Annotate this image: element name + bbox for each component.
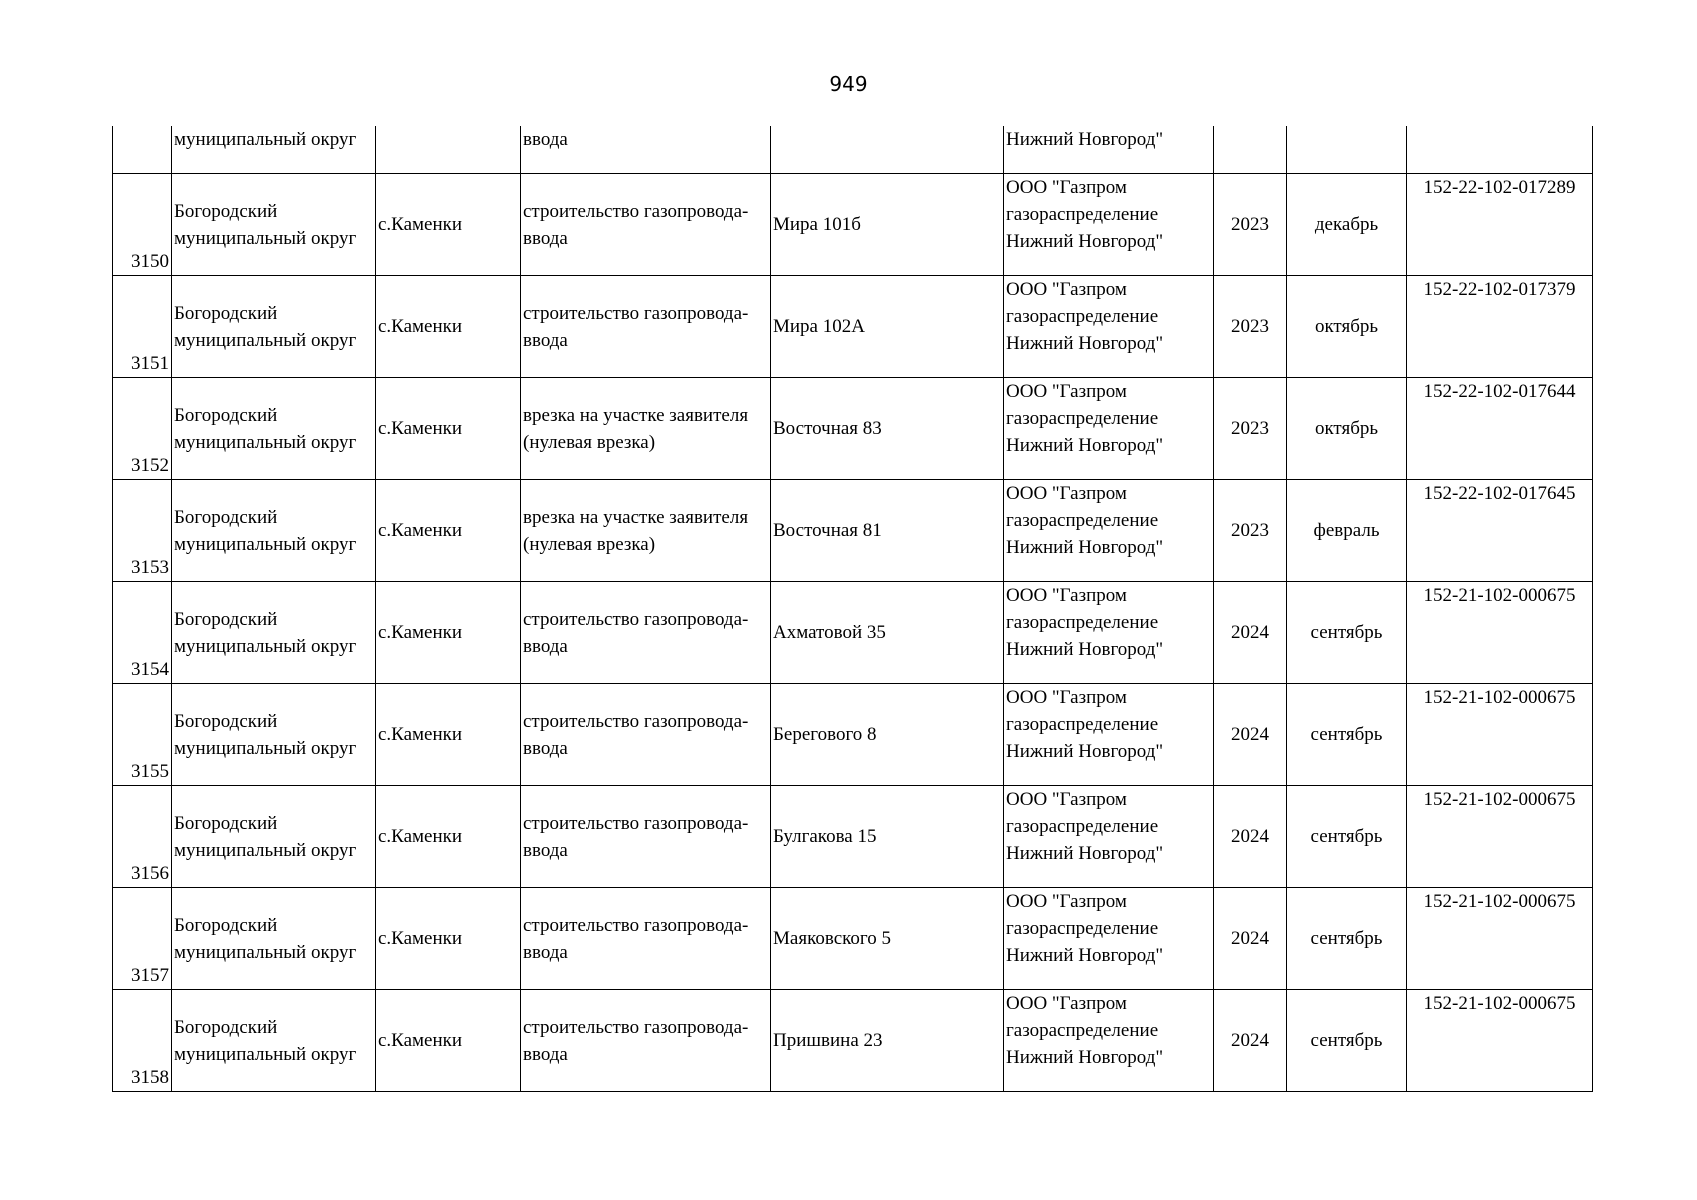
cell-year: 2023 [1214,174,1287,276]
cell-month: октябрь [1287,276,1407,378]
cell-district: Богородский муниципальный округ [172,684,376,786]
cell-permit: 152-21-102-000675 [1407,888,1593,990]
cell-num: 3155 [113,684,172,786]
cell-district: муниципальный округ [172,126,376,174]
table-row [113,684,1593,786]
cell-year: 2023 [1214,480,1287,582]
cell-work: ввода [521,126,771,174]
cell-permit: 152-22-102-017645 [1407,480,1593,582]
cell-company: ООО "Газпром газораспределение Нижний Новгород" [1004,174,1214,276]
cell-address: Ахматовой 35 [771,582,1004,684]
table-row [113,480,1593,582]
cell-permit [1407,126,1593,174]
table-row [113,582,1593,684]
cell-district: Богородский муниципальный округ [172,888,376,990]
cell-address: Берегового 8 [771,684,1004,786]
continuation-row [113,126,1593,174]
cell-month: февраль [1287,480,1407,582]
cell-address: Булгакова 15 [771,786,1004,888]
cell-permit: 152-21-102-000675 [1407,990,1593,1092]
cell-company: ООО "Газпром газораспределение Нижний Новгород" [1004,480,1214,582]
cell-address: Мира 102А [771,276,1004,378]
cell-settlement: с.Каменки [376,888,521,990]
cell-company: ООО "Газпром газораспределение Нижний Новгород" [1004,684,1214,786]
cell-company: ООО "Газпром газораспределение Нижний Новгород" [1004,582,1214,684]
cell-num: 3156 [113,786,172,888]
page-number: 949 [829,72,868,96]
cell-permit: 152-22-102-017289 [1407,174,1593,276]
cell-year: 2024 [1214,786,1287,888]
cell-settlement: с.Каменки [376,786,521,888]
cell-work: строительство газопровода-ввода [521,684,771,786]
cell-month: сентябрь [1287,888,1407,990]
table-row [113,990,1593,1092]
cell-district: Богородский муниципальный округ [172,276,376,378]
cell-settlement [376,126,521,174]
cell-settlement: с.Каменки [376,684,521,786]
cell-year: 2024 [1214,684,1287,786]
cell-num: 3157 [113,888,172,990]
table-row [113,276,1593,378]
cell-company: Нижний Новгород" [1004,126,1214,174]
table-row [113,888,1593,990]
cell-month: сентябрь [1287,582,1407,684]
cell-num: 3158 [113,990,172,1092]
cell-year: 2024 [1214,888,1287,990]
cell-year: 2024 [1214,990,1287,1092]
cell-work: строительство газопровода-ввода [521,990,771,1092]
cell-settlement: с.Каменки [376,480,521,582]
cell-month: октябрь [1287,378,1407,480]
cell-permit: 152-22-102-017379 [1407,276,1593,378]
cell-month: сентябрь [1287,990,1407,1092]
cell-num: 3152 [113,378,172,480]
cell-num: 3153 [113,480,172,582]
cell-address: Восточная 83 [771,378,1004,480]
cell-address: Восточная 81 [771,480,1004,582]
cell-permit: 152-21-102-000675 [1407,684,1593,786]
cell-company: ООО "Газпром газораспределение Нижний Новгород" [1004,786,1214,888]
cell-work: строительство газопровода-ввода [521,888,771,990]
cell-year: 2023 [1214,276,1287,378]
cell-year: 2023 [1214,378,1287,480]
cell-settlement: с.Каменки [376,990,521,1092]
cell-month: сентябрь [1287,786,1407,888]
table-row [113,378,1593,480]
cell-month: сентябрь [1287,684,1407,786]
cell-permit: 152-21-102-000675 [1407,582,1593,684]
cell-num: 3151 [113,276,172,378]
cell-permit: 152-21-102-000675 [1407,786,1593,888]
gas-connection-table [112,126,1593,1092]
cell-work: строительство газопровода-ввода [521,276,771,378]
cell-work: строительство газопровода-ввода [521,786,771,888]
cell-work: строительство газопровода-ввода [521,174,771,276]
cell-district: Богородский муниципальный округ [172,174,376,276]
cell-district: Богородский муниципальный округ [172,378,376,480]
cell-company: ООО "Газпром газораспределение Нижний Новгород" [1004,888,1214,990]
cell-work: врезка на участке заявителя (нулевая врезка) [521,480,771,582]
cell-address: Маяковского 5 [771,888,1004,990]
cell-company: ООО "Газпром газораспределение Нижний Новгород" [1004,378,1214,480]
cell-permit: 152-22-102-017644 [1407,378,1593,480]
cell-num [113,126,172,174]
cell-address: Мира 101б [771,174,1004,276]
cell-work: врезка на участке заявителя (нулевая врезка) [521,378,771,480]
cell-settlement: с.Каменки [376,276,521,378]
cell-year: 2024 [1214,582,1287,684]
cell-district: Богородский муниципальный округ [172,480,376,582]
cell-settlement: с.Каменки [376,582,521,684]
cell-num: 3154 [113,582,172,684]
cell-year [1214,126,1287,174]
table-row [113,786,1593,888]
table-row [113,174,1593,276]
cell-company: ООО "Газпром газораспределение Нижний Новгород" [1004,990,1214,1092]
cell-district: Богородский муниципальный округ [172,786,376,888]
cell-district: Богородский муниципальный округ [172,582,376,684]
cell-work: строительство газопровода-ввода [521,582,771,684]
cell-settlement: с.Каменки [376,378,521,480]
cell-month [1287,126,1407,174]
cell-settlement: с.Каменки [376,174,521,276]
cell-address: Пришвина 23 [771,990,1004,1092]
cell-company: ООО "Газпром газораспределение Нижний Новгород" [1004,276,1214,378]
cell-month: декабрь [1287,174,1407,276]
cell-district: Богородский муниципальный округ [172,990,376,1092]
cell-num: 3150 [113,174,172,276]
cell-address [771,126,1004,174]
